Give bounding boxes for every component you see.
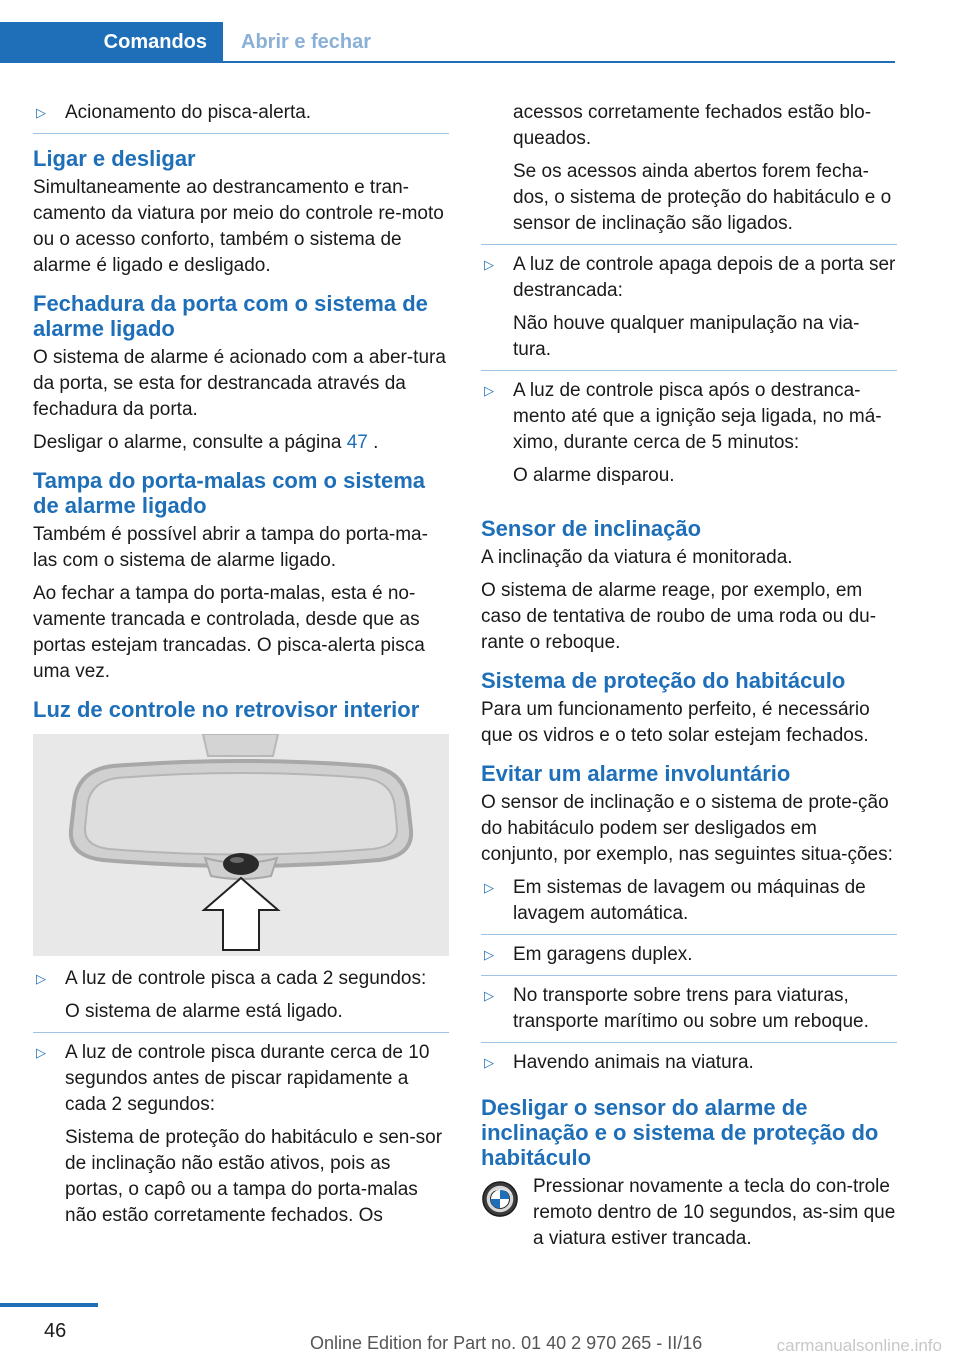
- list-item-result: Sistema de proteção do habitáculo e sen-sor de inclinação não estão ativos, pois as portas, o capô ou a tampa do porta-malas não estão corretamente fechados. Os: [65, 1127, 443, 1226]
- list-item-result: Se os acessos ainda abertos forem fecha-dos, o sistema de proteção do habitáculo e o sensor de inclinação são ligados.: [513, 161, 892, 234]
- triangle-bullet-icon: ▷: [484, 383, 494, 398]
- header-bar: [0, 0, 895, 62]
- list-item-text: Havendo animais na viatura.: [513, 1052, 754, 1073]
- list-item-text: A luz de controle pisca a cada 2 segundos:: [65, 968, 427, 989]
- triangle-bullet-icon: ▷: [484, 257, 494, 272]
- heading-sensor-inclinacao: Sensor de inclinação: [481, 516, 702, 541]
- edition-text: Online Edition for Part no. 01 40 2 970 265 - II/16: [310, 1333, 703, 1353]
- heading-luz-controle: Luz de controle no retrovisor interior: [33, 697, 420, 722]
- paragraph: Pressionar novamente a tecla do con-trole remoto dentro de 10 segundos, as-sim que a viatura estiver trancada.: [533, 1176, 896, 1249]
- triangle-bullet-icon: ▷: [36, 971, 46, 986]
- paragraph: Ao fechar a tampa do porta-malas, esta é no-vamente trancada e controlada, desde que as portas estejam trancadas. O pisca-alerta pisca uma vez.: [33, 583, 425, 682]
- paragraph: O sistema de alarme é acionado com a aber-tura da porta, se esta for destrancada através da fechadura da porta.: [33, 347, 446, 420]
- list-item: [33, 966, 449, 1033]
- list-item: [481, 1050, 897, 1083]
- key-instruction: [481, 1174, 897, 1252]
- triangle-bullet-icon: ▷: [36, 1045, 46, 1060]
- paragraph: A inclinação da viatura é monitorada.: [481, 547, 793, 568]
- list-item: [481, 252, 897, 371]
- list-item-result: O sistema de alarme está ligado.: [65, 1001, 343, 1022]
- page-link[interactable]: 47: [346, 432, 368, 453]
- list-item: [33, 1040, 449, 1236]
- heading-desligar-sensor: Desligar o sensor do alarme de inclinação e o sistema de proteção do habitáculo: [481, 1095, 879, 1170]
- list-item-continued: [481, 100, 897, 245]
- triangle-bullet-icon: ▷: [484, 947, 494, 962]
- heading-evitar-alarme: Evitar um alarme involuntário: [481, 761, 791, 786]
- list-item-text: A luz de controle pisca durante cerca de 10 segundos antes de piscar rapidamente a cada 2 segundos:: [65, 1042, 430, 1115]
- paragraph: Também é possível abrir a tampa do porta-ma-las com o sistema de alarme ligado.: [33, 524, 428, 571]
- left-column: [33, 100, 449, 1243]
- text: .: [367, 432, 379, 453]
- list-item-text: Em sistemas de lavagem ou máquinas de lavagem automática.: [513, 877, 866, 924]
- triangle-bullet-icon: ▷: [36, 105, 46, 120]
- tab-abrir-e-fechar[interactable]: Abrir e fechar: [241, 30, 372, 53]
- bmw-lock-key-icon: [481, 1180, 519, 1218]
- paragraph: Simultaneamente ao destrancamento e tran-camento da viatura por meio do controle re-moto ou o acesso conforto, também o sistema de alarme é ligado e desligado.: [33, 177, 444, 276]
- triangle-bullet-icon: ▷: [484, 988, 494, 1003]
- footer-divider: [0, 1303, 98, 1307]
- tab-comandos[interactable]: Comandos: [0, 22, 223, 62]
- text: Desligar o alarme, consulte a página: [33, 432, 347, 453]
- list-item-result: O alarme disparou.: [513, 465, 675, 486]
- watermark: carmanualsonline.info: [776, 1336, 942, 1355]
- list-item-text: Acionamento do pisca-alerta.: [65, 102, 312, 123]
- heading-fechadura: Fechadura da porta com o sistema de alarme ligado: [33, 291, 428, 341]
- paragraph: Para um funcionamento perfeito, é necessário que os vidros e o teto solar estejam fechados.: [481, 699, 870, 746]
- list-item: [481, 942, 897, 976]
- paragraph: O sistema de alarme reage, por exemplo, em caso de tentativa de roubo de uma roda ou du-rante o reboque.: [481, 580, 877, 653]
- paragraph: O sensor de inclinação e o sistema de prote-ção do habitáculo podem ser desligados em conjunto, por exemplo, nas seguintes situa-ções:: [481, 792, 893, 865]
- list-item-text: Em garagens duplex.: [513, 944, 693, 965]
- list-item: [481, 983, 897, 1043]
- list-item-result: Não houve qualquer manipulação na via-tura.: [513, 313, 860, 360]
- triangle-bullet-icon: ▷: [484, 1055, 494, 1070]
- rearview-mirror-icon: [33, 734, 449, 956]
- list-item-text: A luz de controle apaga depois de a porta ser destrancada:: [513, 254, 896, 301]
- heading-sistema-protecao: Sistema de proteção do habitáculo: [481, 668, 846, 693]
- list-item: [33, 100, 449, 134]
- header-divider: [0, 61, 895, 63]
- heading-ligar-desligar: Ligar e desligar: [33, 146, 196, 171]
- mirror-illustration: [33, 734, 449, 956]
- page-number: 46: [44, 1320, 67, 1342]
- heading-tampa: Tampa do porta-malas com o sistema de alarme ligado: [33, 468, 426, 518]
- list-item: [481, 875, 897, 935]
- list-item-text: No transporte sobre trens para viaturas, transporte marítimo ou sobre um reboque.: [513, 985, 869, 1032]
- right-column: [481, 100, 897, 1259]
- list-item-result: acessos corretamente fechados estão blo-queados.: [513, 102, 872, 149]
- list-item: [481, 378, 897, 496]
- triangle-bullet-icon: ▷: [484, 880, 494, 895]
- paragraph-desligar-alarme: [33, 430, 449, 456]
- list-item-text: A luz de controle pisca após o destranca-mento até que a ignição seja ligada, no má-ximo, durante cerca de 5 minutos:: [513, 380, 882, 453]
